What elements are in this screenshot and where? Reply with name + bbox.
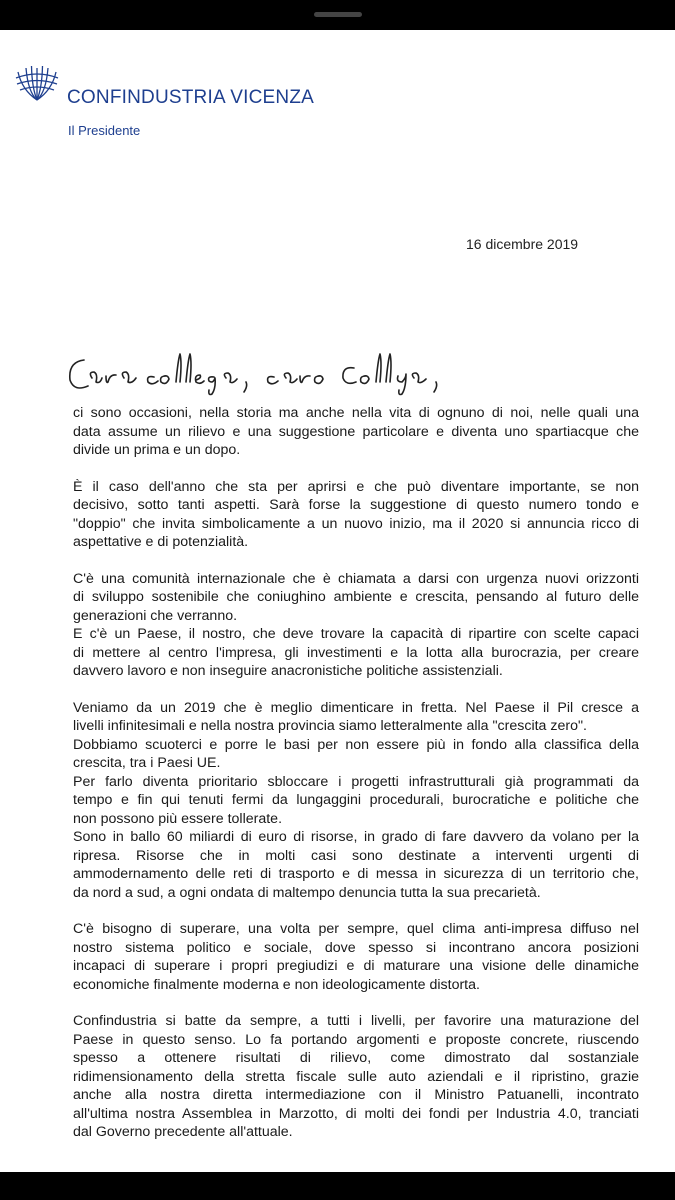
- text-line: Paese in questo senso. Lo fa portando argomenti e proposte concrete, riuscendo: [73, 1031, 639, 1048]
- text-line: anche alla nostra diretta intermediazione con il Ministro Patuanelli, incontrato: [73, 1087, 639, 1103]
- text-line: incapaci di superare i propri pregiudizi e di maturare una visione delle dinamiche: [73, 958, 639, 974]
- status-bar: [0, 0, 675, 30]
- text-line: all'ultima nostra Assemblea in Marzotto, di molti dei fondi per Industria 4.0, tranciati: [73, 1105, 639, 1122]
- text-line: di sviluppo sostenibile che coniughino ambiente e crescita, pensando al futuro delle: [73, 589, 639, 605]
- letter-body: [73, 404, 639, 1160]
- text-line: davvero lavoro e non inseguire anacronistiche politiche assistenziali.: [73, 663, 503, 679]
- text-line: livelli infinitesimali e nella nostra provincia siamo letteralmente alla "crescita zero".: [73, 718, 587, 734]
- text-line: C'è una comunità internazionale che è chiamata a darsi con urgenza nuovi orizzonti: [73, 570, 639, 587]
- paragraph: [73, 404, 639, 460]
- text-line: Veniamo da un 2019 che è meglio dimenticare in fretta. Nel Paese il Pil cresce a: [73, 699, 639, 716]
- text-line: nostro sistema politico e sociale, dove spesso si incontrano ancora posizioni: [73, 939, 639, 956]
- text-line: aspettative e di potenzialità.: [73, 534, 249, 550]
- handwritten-salutation: [62, 348, 462, 400]
- text-line: generazioni che verranno.: [73, 607, 238, 624]
- text-line: Per farlo diventa prioritario sbloccare i progetti infrastrutturali già programmati da: [73, 773, 639, 790]
- text-line: crescita, tra i Paesi UE.: [73, 755, 221, 771]
- text-line: di mettere al centro l'impresa, gli investimenti e la lotta alla burocrazia, per creare: [73, 644, 639, 661]
- text-line: Dobbiamo scuoterci e porre le basi per non essere più in fondo alla classifica della: [73, 736, 639, 753]
- brand-subtitle: Il Presidente: [68, 123, 141, 138]
- text-line: data assume un rilievo e una suggestione particolare e diventa uno spartiacque che: [73, 423, 639, 440]
- text-line: tempo e fin qui tenuti fermi da lungaggini procedurali, burocratiche e politiche che: [73, 792, 639, 808]
- text-line: spesso a ottenere risultati di rilievo, come dimostrato dal sostanziale: [73, 1050, 639, 1066]
- text-line: non possono più essere tollerate.: [73, 810, 283, 827]
- text-line: ci sono occasioni, nella storia ma anche nella vita di ognuno di noi, nelle quali una: [73, 405, 639, 421]
- text-line: da nord a sud, a ogni ondata di maltempo denuncia tutta la sua precarietà.: [73, 884, 541, 901]
- text-line: C'è bisogno di superare, una volta per sempre, quel clima anti-impresa diffuso nel: [73, 921, 639, 937]
- paragraph: [73, 1012, 639, 1142]
- drag-handle[interactable]: [314, 12, 362, 17]
- paragraph: [73, 478, 639, 552]
- paragraph: [73, 570, 639, 681]
- text-line: ripresa. Risorse che in molti casi sono destinate a interventi urgenti di: [73, 847, 639, 864]
- letter-date: 16 dicembre 2019: [466, 236, 579, 252]
- text-line: economiche finalmente moderna e non ideologicamente distorta.: [73, 976, 480, 993]
- paragraph: [73, 699, 639, 903]
- text-line: ammodernamento delle reti di trasporto e di messa in sicurezza di un territorio che,: [73, 866, 639, 882]
- text-line: Sono in ballo 60 miliardi di euro di risorse, in grado di fare davvero da volano per la: [73, 829, 639, 845]
- bottom-bar: [0, 1172, 675, 1200]
- text-line: dal Governo precedente all'attuale.: [73, 1124, 293, 1140]
- brand-name: CONFINDUSTRIA VICENZA: [67, 87, 314, 108]
- text-line: "doppio" che invita simbolicamente a un nuovo inizio, ma il 2020 si annuncia ricco di: [73, 515, 639, 532]
- text-line: È il caso dell'anno che sta per aprirsi e che può diventare importante, se non: [73, 478, 639, 495]
- text-line: divide un prima e un dopo.: [73, 442, 241, 458]
- paragraph: [73, 920, 639, 994]
- text-line: Confindustria si batte da sempre, a tutti i livelli, per favorire una maturazione del: [73, 1013, 639, 1029]
- text-line: decisivo, sotto tanti aspetti. Sarà forse la suggestione di questo numero tondo e: [73, 497, 639, 513]
- confindustria-logo-icon: [14, 62, 60, 102]
- letter-page: [0, 30, 675, 1172]
- text-line: E c'è un Paese, il nostro, che deve trovare la capacità di ripartire con scelte capaci: [73, 626, 639, 642]
- text-line: ridimensionamento della stretta fiscale sulle auto aziendali e il ripristino, grazie: [73, 1068, 639, 1085]
